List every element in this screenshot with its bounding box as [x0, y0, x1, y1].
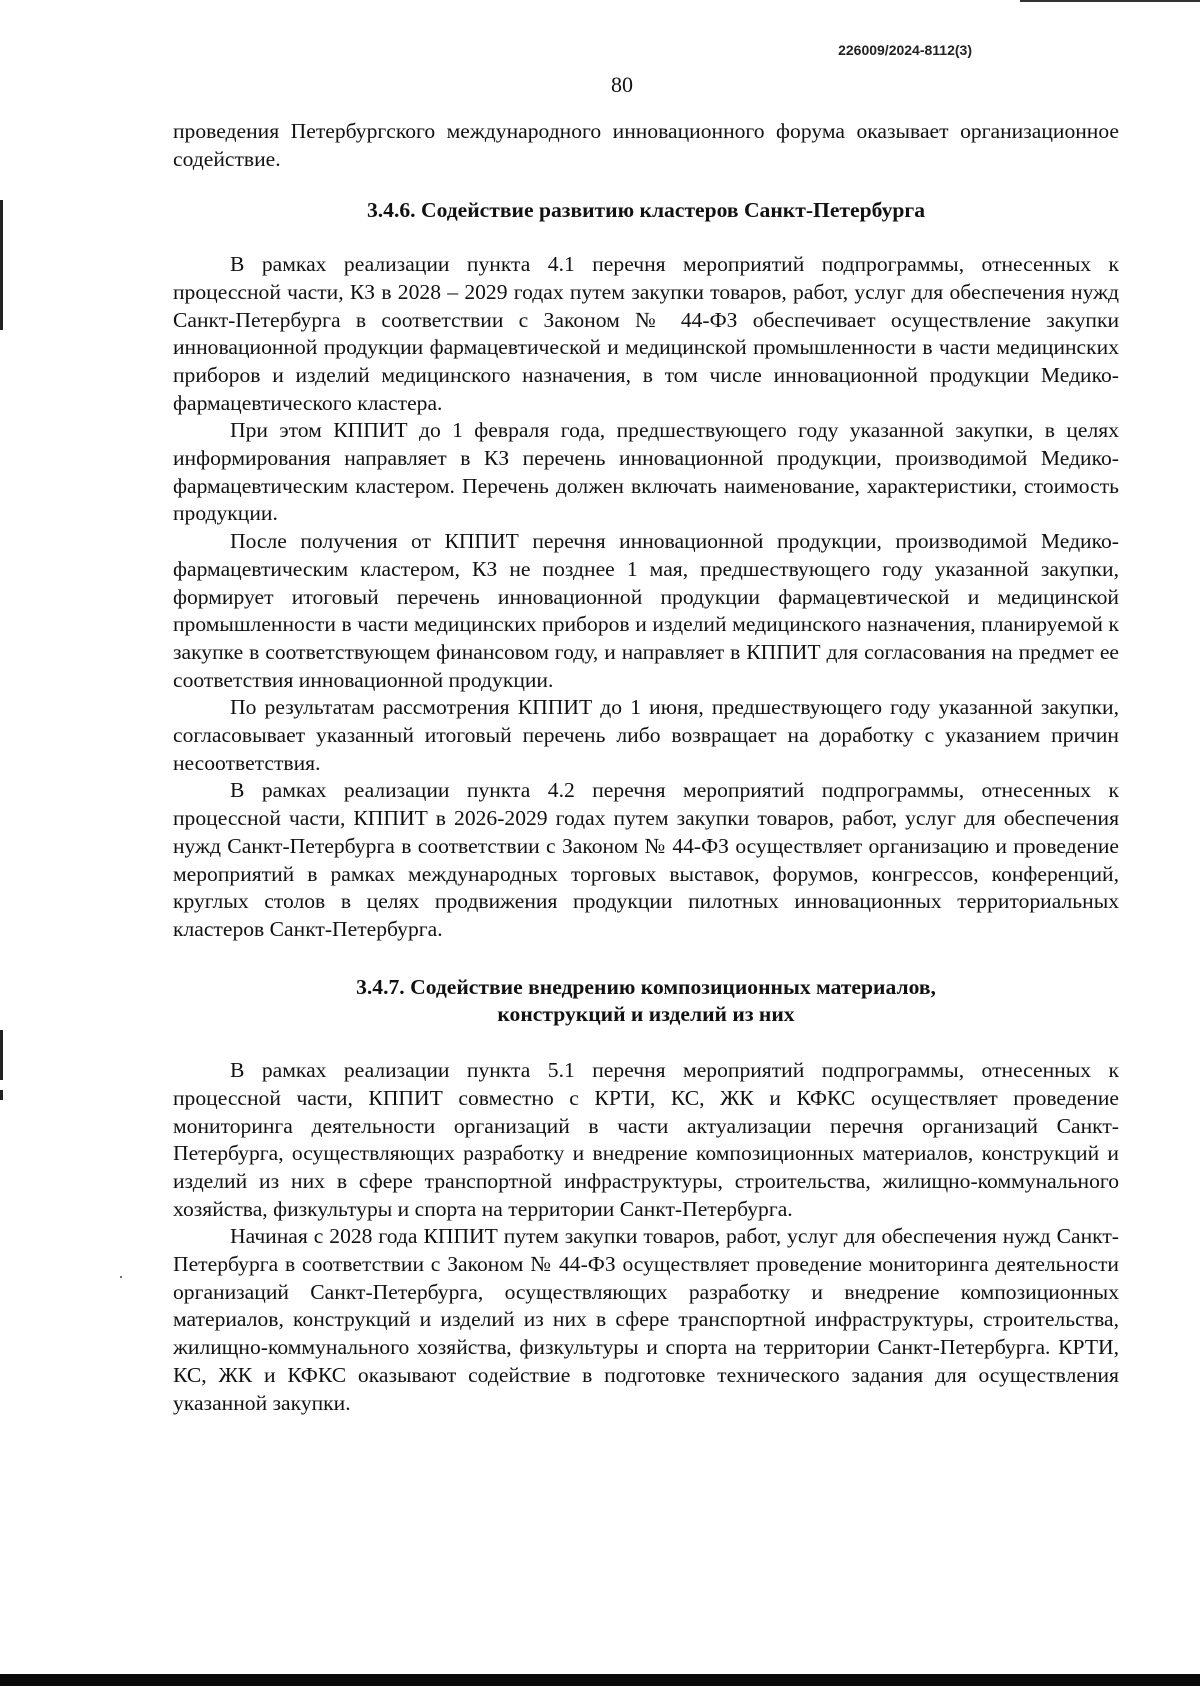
body-paragraph: В рамках реализации пункта 5.1 перечня мероприятий подпрограммы, отнесенных к процессной части, КППИТ совместно с КРТИ, КС, ЖК и КФКС осуществляет проведение мониторинга деятельности организаций в части актуализации перечня организаций Санкт-Петербурга, осуществляющих разработку и внедрение композиционных материалов, конструкций и изделий из них в сфере транспортной инфраструктуры, строительства, жилищно-коммунального хозяйства, физкультуры и спорта на территории Санкт-Петербурга.	[173, 1058, 1119, 1221]
body-paragraph: Начиная с 2028 года КППИТ путем закупки товаров, работ, услуг для обеспечения нужд Санкт-Петербурга в соответствии с Законом № 44-ФЗ осуществляет проведение мониторинга деятельности организаций Санкт-Петербурга, осуществляющих разработку и внедрение композиционных материалов, конструкций и изделий из них в сфере транспортной инфраструктуры, строительства, жилищно-коммунального хозяйства, физкультуры и спорта на территории Санкт-Петербурга. КРТИ, КС, ЖК и КФКС оказывают содействие в подготовке технического задания для осуществления указанной закупки.	[173, 1224, 1119, 1415]
section-heading-3-4-6: 3.4.6. Содействие развитию кластеров Санкт-Петербурга	[366, 198, 925, 223]
body-paragraph: При этом КППИТ до 1 февраля года, предшествующего году указанной закупки, в целях информирования направляет в КЗ перечень инновационной продукции, производимой Медико-фармацевтическим кластером. Перечень должен включать наименование, характеристики, стоимость продукции.	[173, 418, 1119, 526]
body-paragraph: В рамках реализации пункта 4.2 перечня мероприятий подпрограммы, отнесенных к процессной части, КППИТ в 2026-2029 годах путем закупки товаров, работ, услуг для обеспечения нужд Санкт-Петербурга в соответствии с Законом № 44-ФЗ осуществляет организацию и проведение мероприятий в рамках международных торговых выставок, форумов, конгрессов, конференций, круглых столов в целях продвижения продукции пилотных инновационных территориальных кластеров Санкт-Петербурга.	[173, 778, 1119, 941]
intro-paragraph: проведения Петербургского международного инновационного форума оказывает организационное содействие.	[173, 119, 1119, 171]
section-heading-line: конструкций и изделий из них	[497, 1002, 795, 1027]
section-heading-3-4-7	[173, 974, 1119, 1029]
document-body	[173, 118, 1119, 1417]
scan-edge-mark	[0, 200, 3, 330]
body-paragraph: По результатам рассмотрения КППИТ до 1 июня, предшествующего году указанной закупки, согласовывает указанный итоговый перечень либо возвращает на доработку с указанием причин несоответствия.	[173, 695, 1119, 775]
body-paragraph: После получения от КППИТ перечня инновационной продукции, производимой Медико-фармацевтическим кластером, КЗ не позднее 1 мая, предшествующего году указанной закупки, формирует итоговый перечень инновационной продукции фармацевтической и медицинской промышленности в части медицинских приборов и изделий медицинского назначения, планируемой к закупке в соответствующем финансовом году, и направляет в КППИТ для согласования на предмет ее соответствия инновационной продукции.	[173, 529, 1119, 692]
bottom-edge-rule	[0, 1674, 1200, 1686]
body-paragraph: В рамках реализации пункта 4.1 перечня мероприятий подпрограммы, отнесенных к процессной части, КЗ в 2028 – 2029 годах путем закупки товаров, работ, услуг для обеспечения нужд Санкт-Петербурга в соответствии с Законом № 44-ФЗ обеспечивает осуществление закупки инновационной продукции фармацевтической и медицинской промышленности в части медицинских приборов и изделий медицинского назначения, в том числе инновационной продукции Медико-фармацевтического кластера.	[173, 252, 1119, 415]
scan-edge-mark	[0, 1030, 3, 1080]
page-number: 80	[611, 72, 633, 97]
scan-speck	[120, 1276, 122, 1278]
scan-edge-mark	[0, 1090, 3, 1100]
document-number: 226009/2024-8112(3)	[838, 42, 972, 58]
top-edge-rule	[1020, 0, 1200, 2]
section-heading-line: 3.4.7. Содействие внедрению композиционных материалов,	[356, 974, 936, 999]
